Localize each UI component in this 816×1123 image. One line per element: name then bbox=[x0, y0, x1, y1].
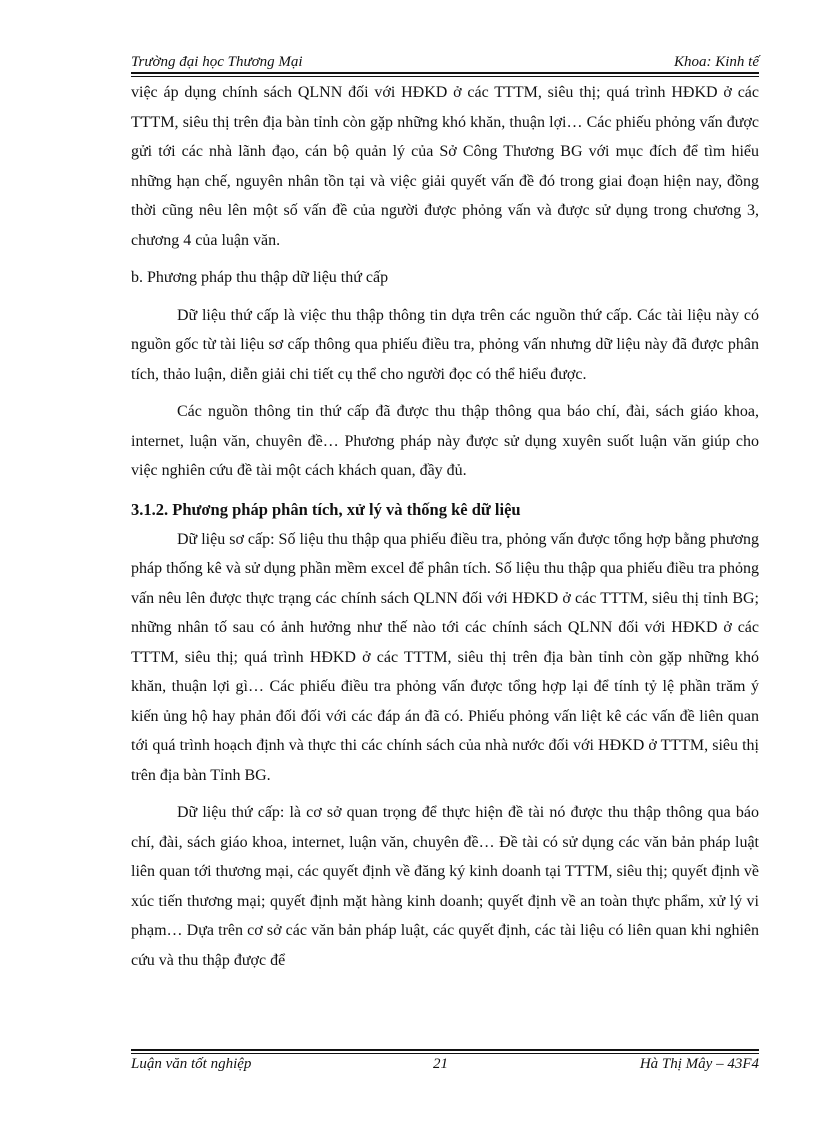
header-divider-thin bbox=[131, 76, 759, 77]
header-divider bbox=[131, 72, 759, 74]
paragraph-primary-data-analysis: Dữ liệu sơ cấp: Số liệu thu thập qua phiếu điều tra, phỏng vấn được tổng hợp bằng phương pháp thống kê và sử dụng phần mềm excel để phân tích. Số liệu thu thập qua phiếu điều tra phỏng vấn nêu lên được thực trạng các chính sách QLNN đối với HĐKD ở các TTTM, siêu thị tỉnh BG; những nhân tố sau có ảnh hưởng như thế nào tới các chính sách QLNN đối với HĐKD ở các TTTM, siêu thị; quá trình HĐKD ở các TTTM, siêu thị trên địa bàn tỉnh còn gặp những khó khăn, thuận lợi gì… Các phiếu điều tra phỏng vấn được tổng hợp lại để tính tỷ lệ phần trăm ý kiến ủng hộ hay phản đối đối với các đáp án đã có. Phiếu phỏng vấn liệt kê các vấn đề liên quan tới quá trình hoạch định và thực thi các chính sách của nhà nước đối với HĐKD ở TTTM, siêu thị trên địa bàn Tỉnh BG. bbox=[131, 530, 759, 784]
footer-author: Hà Thị Mây – 43F4 bbox=[639, 1056, 759, 1072]
page-footer bbox=[131, 1054, 759, 1074]
paragraph-continued: việc áp dụng chính sách QLNN đối với HĐKD ở các TTTM, siêu thị; quá trình HĐKD ở các TTTM, siêu thị trên địa bàn tỉnh còn gặp những khó khăn, thuận lợi… Các phiếu phỏng vấn được gửi tới các nhà lãnh đạo, cán bộ quản lý của Sở Công Thương BG với mục đích để tìm hiểu những hạn chế, nguyên nhân tồn tại và việc giải quyết vấn đề đó trong giai đoạn hiện nay, đồng thời cũng nêu lên một số vấn đề của người được phỏng vấn và được sử dụng trong chương 3, chương 4 của luận văn. bbox=[131, 84, 759, 249]
subheading-secondary-data: b. Phương pháp thu thập dữ liệu thứ cấp bbox=[131, 269, 389, 286]
paragraph-secondary-data-definition: Dữ liệu thứ cấp là việc thu thập thông tin dựa trên các nguồn thứ cấp. Các tài liệu này có nguồn gốc từ tài liệu sơ cấp thông qua phiếu điều tra, phỏng vấn nhưng dữ liệu này đã được phân tích, thảo luận, diễn giải chi tiết cụ thể cho người đọc có thể hiểu được. bbox=[131, 306, 759, 383]
paragraph-secondary-data-analysis: Dữ liệu thứ cấp: là cơ sở quan trọng để thực hiện đề tài nó được thu thập thông qua báo chí, đài, sách giáo khoa, internet, luận văn, chuyên đề… Đề tài có sử dụng các văn bản pháp luật liên quan tới thương mại, các quyết định về đăng ký kinh doanh tại TTTM, siêu thị; quyết định về xúc tiến thương mại; quyết định mặt hàng kinh doanh; quyết định về an toàn thực phẩm, xử lý vi phạm… Dựa trên cơ sở các văn bản pháp luật, các quyết định, các tài liệu có liên quan khi nghiên cứu và thu thập được để bbox=[131, 804, 759, 969]
paragraph-secondary-data-sources: Các nguồn thông tin thứ cấp đã được thu thập thông qua báo chí, đài, sách giáo khoa, internet, luận văn, chuyên đề… Phương pháp này được sử dụng xuyên suốt luận văn giúp cho việc nghiên cứu đề tài một cách khách quan, đầy đủ. bbox=[131, 403, 759, 479]
footer-divider bbox=[131, 1049, 759, 1051]
page-number: 21 bbox=[433, 1056, 448, 1072]
footer-thesis-label: Luận văn tốt nghiệp bbox=[131, 1056, 252, 1072]
document-body bbox=[131, 78, 759, 975]
header-faculty: Khoa: Kinh tế bbox=[674, 54, 759, 70]
header-school: Trường đại học Thương Mại bbox=[131, 54, 303, 70]
section-heading-3-1-2: 3.1.2. Phương pháp phân tích, xử lý và thống kê dữ liệu bbox=[131, 499, 521, 519]
page-header bbox=[131, 52, 759, 72]
